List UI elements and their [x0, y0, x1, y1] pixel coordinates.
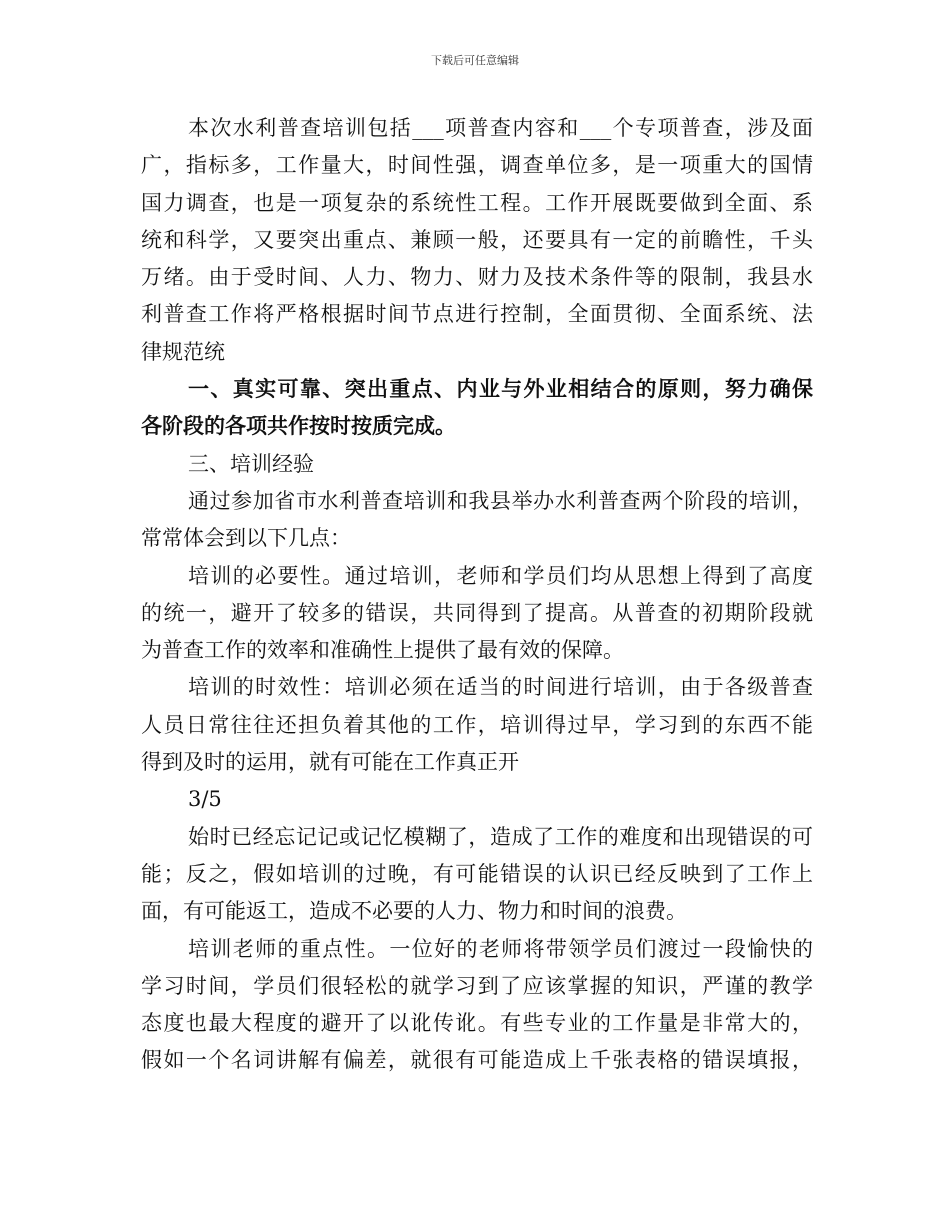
page-header: 下载后可任意编辑: [431, 54, 519, 67]
paragraph-line: 的统一，避开了较多的错误，共同得到了提高。从普查的初期阶段就: [141, 600, 813, 625]
paragraph-line: 培训老师的重点性。一位好的老师将带领学员们渡过一段愉快的: [188, 936, 813, 961]
paragraph-line: 律规范统: [141, 339, 225, 364]
paragraph-line: 始时已经忘记记或记忆模糊了，造成了工作的难度和出现错误的可: [188, 824, 813, 849]
paragraph-line: 能；反之，假如培训的过晚，有可能错误的认识已经反映到了工作上: [141, 861, 813, 886]
paragraph-line: 培训的时效性：培训必须在适当的时间进行培训，由于各级普查: [188, 675, 813, 700]
paragraph-line: 学习时间，学员们很轻松的就学习到了应该掌握的知识，严谨的教学: [141, 973, 813, 998]
bold-paragraph-line: 各阶段的各项共作按时按质完成。: [141, 414, 456, 439]
bold-paragraph-line: 一、真实可靠、突出重点、内业与外业相结合的原则，努力确保: [188, 377, 813, 402]
paragraph-line: 面，有可能返工，造成不必要的人力、物力和时间的浪费。: [141, 899, 687, 924]
paragraph-line: 人员日常往往还担负着其他的工作，培训得过早，学习到的东西不能: [141, 712, 813, 737]
paragraph-line: 统和科学，又要突出重点、兼顾一般，还要具有一定的前瞻性，千头: [141, 227, 813, 252]
paragraph-line: 常常体会到以下几点：: [141, 526, 351, 551]
paragraph-line: 为普查工作的效率和准确性上提供了最有效的保障。: [141, 638, 624, 663]
paragraph-line: 假如一个名词讲解有偏差，就很有可能造成上千张表格的错误填报，: [141, 1048, 813, 1073]
paragraph-line: 通过参加省市水利普查培训和我县举办水利普查两个阶段的培训，: [188, 488, 813, 513]
paragraph-line: 得到及时的运用，就有可能在工作真正开: [141, 750, 519, 775]
paragraph-line: 万绪。由于受时间、人力、物力、财力及技术条件等的限制，我县水: [141, 265, 813, 290]
paragraph-line: 态度也最大程度的避开了以讹传讹。有些专业的工作量是非常大的，: [141, 1011, 813, 1036]
paragraph-line: 培训的必要性。通过培训，老师和学员们均从思想上得到了高度: [188, 563, 813, 588]
paragraph-line: 国力调查，也是一项复杂的系统性工程。工作开展既要做到全面、系: [141, 190, 813, 215]
paragraph-line: 广，指标多，工作量大，时间性强，调查单位多，是一项重大的国情: [141, 153, 813, 178]
page-number: 3/5: [188, 787, 222, 812]
paragraph-line: 本次水利普查培训包括___项普查内容和___个专项普查，涉及面: [188, 116, 813, 140]
paragraph-line: 利普查工作将严格根据时间节点进行控制，全面贯彻、全面系统、法: [141, 302, 813, 327]
section-heading: 三、培训经验: [188, 451, 314, 476]
document-body: [141, 110, 813, 1080]
